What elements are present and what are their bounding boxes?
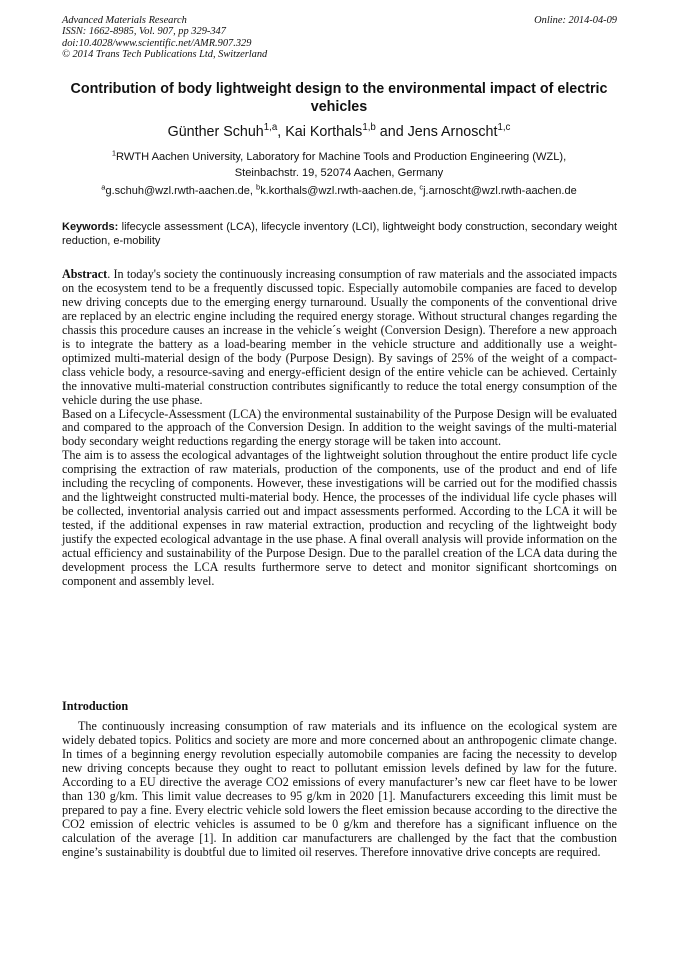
abstract-label: Abstract	[62, 267, 108, 281]
keywords-label: Keywords:	[62, 221, 119, 233]
introduction-paragraph: The continuously increasing consumption of raw materials and its influence on the ecological system are widely debated topics. Politics and society are more and more concerned about an anthropogenic climate change. In times of a beginning energy revolution especially automobile companies are facing the necessity to develop new driving concepts because they ought to react to pollutant emission levels defined by law for the future. According to a EU directive the average CO2 emissions of every manufacturer’s new car fleet have to be lower than 130 g/km. This limit value decreases to 95 g/km in 2020 [1]. Manufacturers exceeding this limit must be prepared to pay a fine. Every electric vehicle sold lowers the fleet emission because according to the directive the CO2 emission of electric vehicles is assumed to be 0 g/km and therefore has a significant influence on the calculation of the average [1]. In addition car manufacturers are challenged by the fact that the combustion engine’s sustainability is doubtful due to limited oil reserves. Therefore innovative drive concepts are required.	[62, 719, 617, 859]
keywords	[62, 220, 617, 248]
abstract	[62, 268, 617, 589]
author-affiliation-marker: 1,c	[497, 122, 511, 134]
author-name: Kai Korthals	[285, 124, 363, 140]
affiliation-line-1: RWTH Aachen University, Laboratory for Machine Tools and Production Engineering (WZL),	[116, 151, 567, 163]
author-list: Günther Schuh$^{1,a}$, Kai Korthals$^{1,b}$ and Jens Arnoscht$^{1,c}$	[167, 122, 511, 140]
journal-name: Advanced Materials Research	[62, 15, 187, 26]
doi[interactable]: doi:10.4028/www.scientific.net/AMR.907.329	[62, 37, 252, 49]
abstract-paragraph-2: Based on a Lifecycle-Assessment (LCA) the environmental sustainability of the Purpose Design will be evaluated and compared to the approach of the Conversion Design. In addition to the weight savings of the multi-material body secondary weight reductions regarding the energy storage will be taken into account.	[62, 406, 617, 449]
affiliation-marker: 1	[111, 148, 117, 158]
author-name: Jens Arnoscht	[407, 124, 498, 140]
author-affiliation-marker: 1,b	[362, 122, 376, 134]
affiliation-line-2: Steinbachstr. 19, 52074 Aachen, Germany	[234, 167, 444, 179]
abstract-paragraph-1: Abstract. In today's society the continuously increasing consumption of raw materials and the associated impacts on the ecosystem tend to be a frequently discussed topic. Especially automobile companies are faced to develop new driving concepts due to the emerging energy turnaround. Usually the components of the conventional drive are replaced by an electric engine including the required energy storage. Without structural changes regarding the chassis this procedure causes an increase in the vehicle´s weight (Conversion Design). Therefore a new approach is to integrate the battery as a load-bearing member in the vehicle structure and additionally use a weight-optimized multi-material design of the body (Purpose Design). By savings of 25% of the weight of a compact-class vehicle body, a resource-saving and energy-efficient design of the entire vehicle can be achieved. Certainly the innovative multi-material construction contributes significantly to reduce the total energy consumption of the vehicle during the use phase.	[62, 267, 617, 407]
copyright: © 2014 Trans Tech Publications Ltd, Switzerland	[62, 48, 268, 60]
email-link[interactable]: k.korthals@wzl.rwth-aachen.de	[260, 185, 414, 197]
email-link[interactable]: j.arnoscht@wzl.rwth-aachen.de	[423, 185, 577, 197]
email-list: $^a$g.schuh@wzl.rwth-aachen.de, $^b$k.korthals@wzl.rwth-aachen.de, $^c$j.arnoscht@wzl.rwth-aachen.de	[101, 182, 577, 197]
journal-header	[62, 15, 617, 60]
affiliation	[58, 149, 620, 181]
keywords-text: lifecycle assessment (LCA), lifecycle inventory (LCI), lightweight body construction, secondary weight reduction, e-mobility	[62, 221, 618, 247]
online-date: Online: 2014-04-09	[534, 15, 617, 26]
issn: ISSN: 1662-8985, Vol. 907, pp 329-347	[62, 26, 226, 38]
author-name: Günther Schuh	[167, 124, 264, 140]
author-affiliation-marker: 1,a	[263, 122, 278, 134]
email-link[interactable]: g.schuh@wzl.rwth-aachen.de	[105, 185, 250, 197]
section-heading-introduction: Introduction	[62, 699, 129, 713]
paper-title: Contribution of body lightweight design to the environmental impact of electric vehicles	[70, 81, 608, 115]
abstract-paragraph-3: The aim is to assess the ecological advantages of the lightweight solution throughout the entire product life cycle comprising the extraction of raw materials, production of the components, use of the product and end of life including the recycling of components. However, these investigations will be carried out for the modified chassis and the lightweight constructed multi-material body. Hence, the processes of the individual life cycle phases will be collected, inventorial analysis carried out and impact assessments performed. According to the LCA it will be tested, if the additional expenses in raw material extraction, production and recycling of the lightweight body justify the expected ecological advantage in the use phase. A final overall analysis will provide information on the actual efficiency and sustainability of the Purpose Design. Due to the parallel creation of the LCA data during the development process the LCA results furthermore serve to detect and monitor significant shortcomings on component and assembly level.	[62, 448, 617, 588]
